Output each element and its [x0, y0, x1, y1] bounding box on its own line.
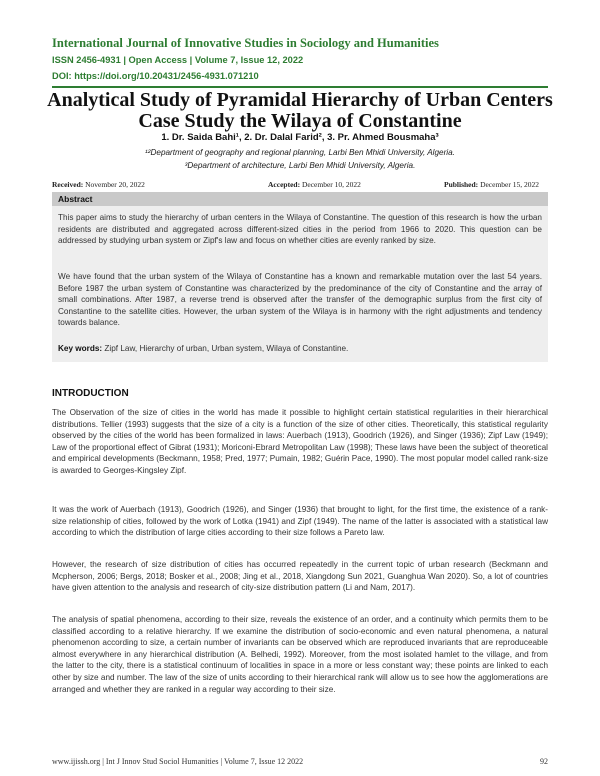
intro-paragraph-2: It was the work of Auerbach (1913), Goodrich (1926), and Singer (1936) that brought to light, for the first time, the existence of a rank-size relationship of cities, followed by the work of Lotka (1941) and Zipf (1949). The name of the latter is associated with a statistical law according to which the distribution of large cities according to their size follows a Pareto law.: [52, 505, 548, 538]
header-divider: [52, 86, 548, 88]
intro-paragraph-3: However, the research of size distribution of cities has occurred repeatedly in the current topic of urban research (Beckmann and Mcpherson, 2006; Bergs, 2018; Bosker et al., 2008; Jing et al., 2018, Xiangdong Sun 2021, Guanghua Wan 2020). So, a lot of countries have given attention to the analysis and research of city-size distribution pattern (Li and Nam, 2017).: [52, 560, 548, 593]
issn-line: ISSN 2456-4931 | Open Access | Volume 7, Issue 12, 2022: [52, 55, 304, 65]
received-label: Received:: [52, 180, 84, 189]
published-label: Published:: [444, 180, 479, 189]
footer-citation: www.ijissh.org | Int J Innov Stud Sociol Humanities | Volume 7, Issue 12 2022: [52, 757, 304, 766]
article-title: Analytical Study of Pyramidal Hierarchy of Urban Centers Case Study the Wilaya of Constantine: [47, 89, 553, 132]
keywords-label: Key words:: [58, 344, 103, 353]
author-list: 1. Dr. Saida Bahi¹, 2. Dr. Dalal Farid², 3. Pr. Ahmed Bousmaha³: [161, 132, 439, 143]
doi-link[interactable]: DOI: https://doi.org/10.20431/2456-4931.071210: [52, 71, 259, 81]
abstract-box: [52, 192, 548, 362]
affiliation-2: ³Department of architecture, Larbi Ben Mhidi University, Algeria.: [184, 161, 416, 170]
keywords-value: Zipf Law, Hierarchy of urban, Urban system, Wilaya of Constantine.: [104, 344, 349, 353]
abstract-paragraph-1: This paper aims to study the hierarchy of urban centers in the Wilaya of Constantine. The question of this research is how the urban residents are distributed and aggregated across different-sized cities in the period from 1966 to 2020. This question can be addressed by studying urban system or Zipf's law and focus on whether cities are evenly ranked by size.: [58, 213, 542, 245]
published-date: [444, 180, 539, 189]
journal-name: International Journal of Innovative Studies in Sociology and Humanities: [52, 36, 439, 50]
abstract-heading: Abstract: [58, 194, 93, 204]
intro-paragraph-4: The analysis of spatial phenomena, according to their size, reveals the existence of an order, and a continuity which permits them to be classified according to a relative hierarchy. If we examine the distribution of socio-economic and even natural phenomena, a natural phenomenon according to size, a certain number of invariants can be observed which are reproduced invariants that are reproduceable almost everywhere in any hierarchical distribution (A. Belhedi, 1992). Moreover, from the most isolated hamlet to the village, and from the latter to the city, there is a statistical continuum of localities in space in a more or less constant way; these points are linked to each other by size and number. The law of the size of units according to their hierarchical rank will allow us to see how the agglomerations are arranged and whether they are ranked in a regular way according to their size.: [52, 615, 548, 694]
introduction-heading: INTRODUCTION: [52, 388, 129, 399]
accepted-label: Accepted:: [268, 180, 301, 189]
accepted-value: December 10, 2022: [301, 180, 361, 189]
keywords: [58, 344, 542, 353]
intro-paragraph-1: The Observation of the size of cities in the world has made it possible to highlight certain statistical regularities in their hierarchical distributions. Tellier (1993) suggests that the size of a city is a function of the size of other cities. Theoretically, this statistical regularity observed by the cities of the world has been formalized in laws: Auerbach (1913), Goodrich (1926), and Singer (1936); Zipf Law (1949); Law of the proportional effect of Gibrat (1931); Moriconi-Ebrard Metropolitan Law (1998); These laws have been the subject of theoretical and empirical developments (Beckmann, 1958; Pred, 1977; Pumain, 1982; Guérin Pace, 1990). The most popular model called rank-size is awarded to Georges-Kingsley Zipf.: [52, 408, 548, 475]
page-number: 92: [540, 757, 548, 766]
received-value: November 20, 2022: [85, 180, 145, 189]
abstract-paragraph-2: We have found that the urban system of the Wilaya of Constantine has a known and remarkable mutation over the last 54 years. Before 1987 the urban system of Constantine was characterized by the predominance of the city of Constantine and the array of small combinations. After 1987, a reverse trend is observed after the transfer of the demographic surplus from the first city of Constantine to the satellite cities. However, the urban system of the Wilaya is in harmony with the right adjustments and tendency towards balance.: [58, 272, 542, 327]
received-date: [52, 180, 145, 189]
affiliation-1: ¹²Department of geography and regional planning, Larbi Ben Mhidi University, Algeria.: [145, 148, 455, 157]
abstract-header: [52, 192, 548, 206]
published-value: December 15, 2022: [480, 180, 540, 189]
accepted-date: [268, 180, 361, 189]
